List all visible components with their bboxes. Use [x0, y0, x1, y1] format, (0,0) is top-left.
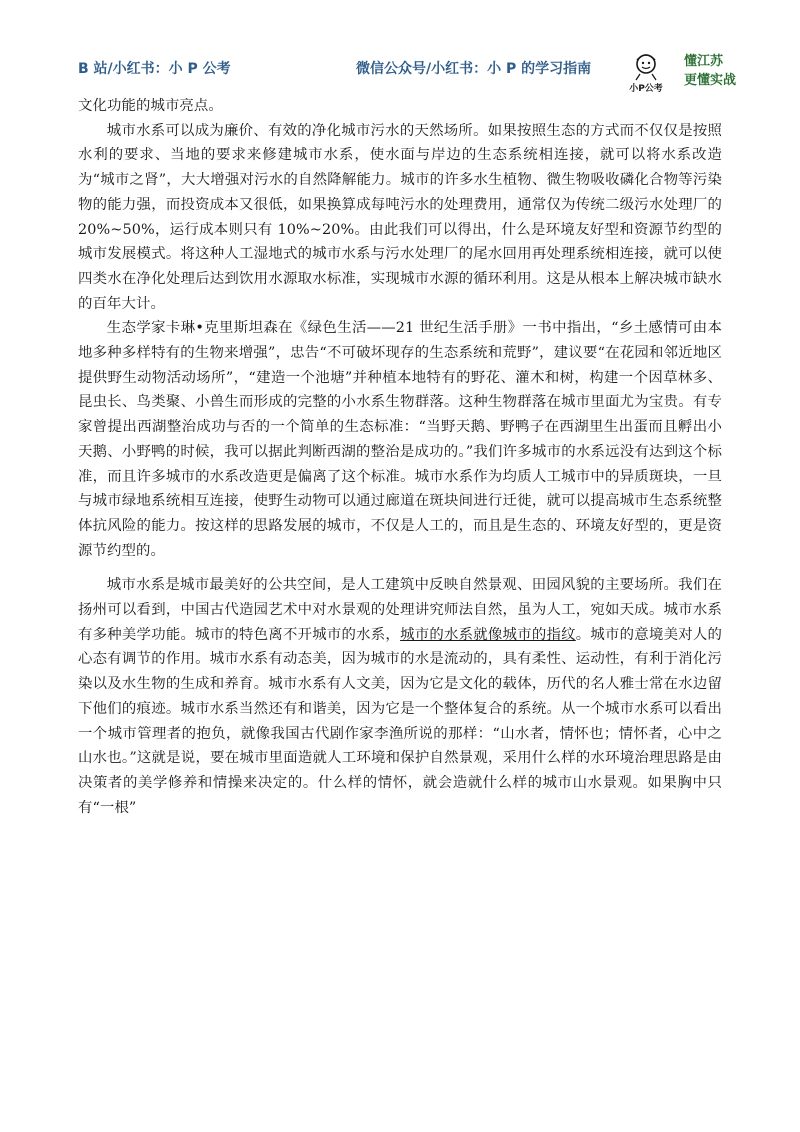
brand-logo	[622, 52, 670, 98]
header-right-source: 微信公众号/小红书：小 P 的学习指南	[356, 61, 592, 77]
logo-figure-icon	[622, 52, 670, 82]
page-header	[0, 0, 800, 100]
paragraph-ecology: 生态学家卡琳•克里斯坦森在《绿色生活——21 世纪生活手册》一书中指出，“乡土感情可由本地多种多样特有的生物来增强”，忠告“不可破坏现存的生态系统和荒野”，建议要“在花园和邻近地区提供野生动物活动场所”，“建造一个池塘”并种植本地特有的野花、灌木和树，构建一个因草林多、昆虫长、鸟类聚、小兽生而形成的完整的小水系生物群落。这种生物群落在城市里面尤为宝贵。有专家曾提出西湖整治成功与否的一个简单的生态标准：“当野天鹅、野鸭子在西湖里生出蛋而且孵出小天鹅、小野鸭的时候，我可以据此判断西湖的整治是成功的。”我们许多城市的水系远没有达到这个标准，而且许多城市的水系改造更是偏离了这个标准。城市水系作为均质人工城市中的异质斑块，一旦与城市绿地系统相互连接，使野生动物可以通过廊道在斑块间进行迁徙，就可以提高城市生态系统整体抗风险的能力。按这样的思路发展的城市，不仅是人工的，而且是生态的、环境友好型的，更是资源节约型的。	[78, 320, 722, 559]
document-body	[78, 94, 722, 820]
paragraph-aesthetics-part-2: 。城市的意境美对人的心态有调节的作用。城市水系有动态美，因为城市的水是流动的，具有柔性、运动性，有利于消化污染以及水生物的生成和养育。城市水系有人文美，因为它是文化的载体，历代的名人雅士常在水边留下他们的痕迹。城市水系当然还有和谐美，因为它是一个整体复合的系统。从一个城市水系可以看出一个城市管理者的抱负，就像我国古代剧作家李渔所说的那样：“山水者，情怀也；情怀者，心中之山水也。”这就是说，要在城市里面造就人工环境和保护自然景观，采用什么样的水环境治理思路是由决策者的美学修养和情操来决定的。什么样的情怀，就会造就什么样的城市山水景观。如果胸中只有“一根”	[78, 626, 722, 816]
paragraph-water-purification: 城市水系可以成为廉价、有效的净化城市污水的天然场所。如果按照生态的方式而不仅仅是按照水利的要求、当地的要求来修建城市水系，使水面与岸边的生态系统相连接，就可以将水系改造为“城市之肾”，大大增强对污水的自然降解能力。城市的许多水生植物、微生物吸收磷化合物等污染物的能力强，而投资成本又很低，如果换算成每吨污水的处理费用，通常仅为传统二级污水处理厂的 20%~50%，运行成本则只有 10%~20%。由此我们可以得出，什么是环境友好型和资源节约型的城市发展模式。将这种人工湿地式的城市水系与污水处理厂的尾水回用再处理系统相连接，就可以使四类水在净化处理后达到饮用水源取水标准，实现城市水源的循环利用。这是从根本上解决城市缺水的百年大计。	[78, 122, 722, 312]
paragraph-aesthetics-part-1: 城市水系是城市最美好的公共空间，是人工建筑中反映自然景观、田园风貌的主要场所。我们在扬州可以看到，中国古代造园艺术中对水景观的处理讲究师法自然，虽为人工，宛如天成。城市水系有多种美学功能。城市的特色离不开城市的水系，	[78, 577, 722, 643]
header-slogan	[684, 52, 756, 90]
paragraph-aesthetics	[78, 573, 722, 820]
slogan-line-2: 更懂实战	[684, 73, 737, 88]
slogan-line-1: 懂江苏	[684, 54, 724, 69]
header-left-source: B 站/小红书：小 P 公考	[78, 61, 231, 77]
paragraph-continuation: 文化功能的城市亮点。	[78, 98, 223, 114]
underlined-phrase: 城市的水系就像城市的指纹	[400, 626, 576, 643]
logo-text: 小P公考	[629, 84, 663, 94]
